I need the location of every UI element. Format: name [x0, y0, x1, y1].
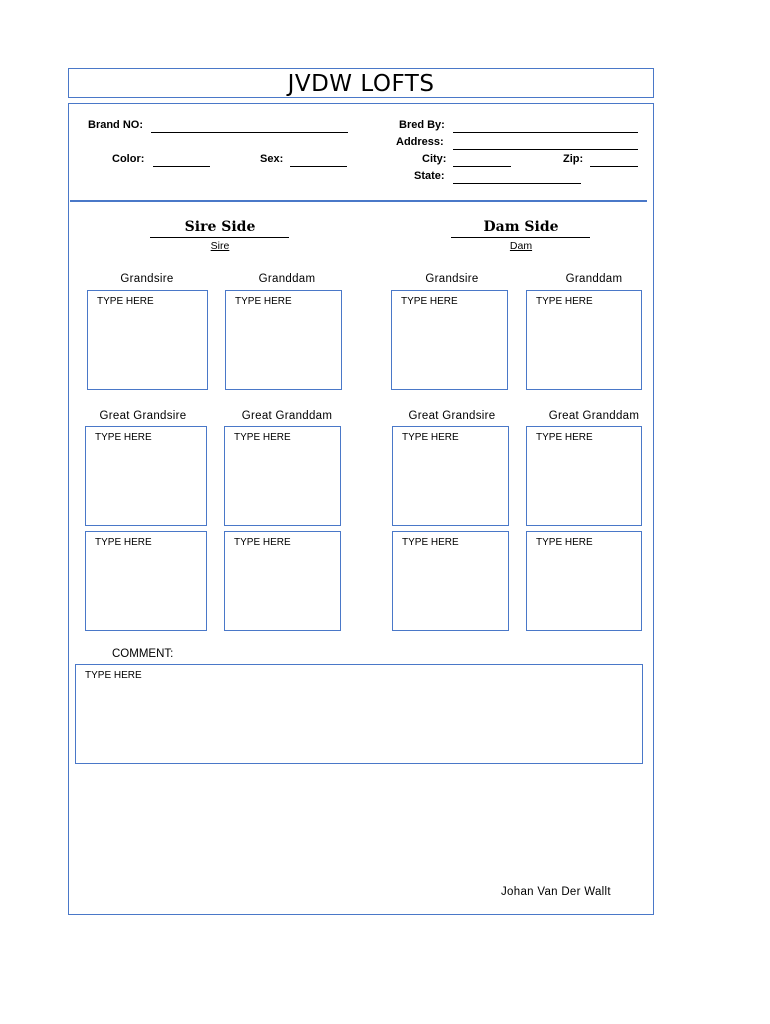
sire-great-grandsire-label: Great Grandsire [99, 410, 187, 422]
zip-line[interactable] [590, 166, 638, 167]
dam-great-grandsire-label: Great Grandsire [408, 410, 496, 422]
dam-grandsire-label: Grandsire [425, 273, 479, 285]
address-label: Address: [396, 136, 444, 148]
dam-sub-label: Dam [509, 240, 533, 252]
dam-granddam-box[interactable]: TYPE HERE [526, 290, 642, 390]
bred-by-line[interactable] [453, 132, 638, 133]
dam-grandsire-box[interactable]: TYPE HERE [391, 290, 508, 390]
comment-box[interactable]: TYPE HERE [75, 664, 643, 764]
page-title: JVDW LOFTS [287, 71, 435, 97]
sire-great-granddam-box-2[interactable]: TYPE HERE [224, 531, 341, 631]
address-line[interactable] [453, 149, 638, 150]
sire-great-grandsire-box-1[interactable]: TYPE HERE [85, 426, 207, 526]
header-divider [70, 200, 647, 202]
sire-side-underline [150, 237, 289, 238]
dam-great-granddam-box-2[interactable]: TYPE HERE [526, 531, 642, 631]
color-line[interactable] [153, 166, 210, 167]
brand-no-label: Brand NO: [88, 119, 143, 131]
city-line[interactable] [453, 166, 511, 167]
brand-no-line[interactable] [151, 132, 348, 133]
dam-great-grandsire-box-2[interactable]: TYPE HERE [392, 531, 509, 631]
color-label: Color: [112, 153, 145, 165]
city-label: City: [422, 153, 447, 165]
comment-label: COMMENT: [112, 648, 174, 660]
dam-great-granddam-box-1[interactable]: TYPE HERE [526, 426, 642, 526]
title-box [68, 68, 654, 98]
author-name: Johan Van Der Wallt [501, 886, 611, 898]
sire-great-granddam-box-1[interactable]: TYPE HERE [224, 426, 341, 526]
zip-label: Zip: [563, 153, 584, 165]
dam-side-underline [451, 237, 590, 238]
state-label: State: [414, 170, 445, 182]
sire-grandsire-label: Grandsire [120, 273, 174, 285]
sex-line[interactable] [290, 166, 347, 167]
dam-great-grandsire-box-1[interactable]: TYPE HERE [392, 426, 509, 526]
sire-sub-label: Sire [210, 240, 230, 252]
dam-great-granddam-label: Great Granddam [548, 410, 640, 422]
sex-label: Sex: [260, 153, 284, 165]
dam-side-title: Dam Side [483, 219, 559, 235]
state-line[interactable] [453, 183, 581, 184]
sire-side-title: Sire Side [184, 219, 256, 235]
sire-granddam-box[interactable]: TYPE HERE [225, 290, 342, 390]
sire-grandsire-box[interactable]: TYPE HERE [87, 290, 208, 390]
sire-great-granddam-label: Great Granddam [241, 410, 333, 422]
sire-granddam-label: Granddam [258, 273, 316, 285]
dam-granddam-label: Granddam [565, 273, 623, 285]
bred-by-label: Bred By: [399, 119, 445, 131]
sire-great-grandsire-box-2[interactable]: TYPE HERE [85, 531, 207, 631]
